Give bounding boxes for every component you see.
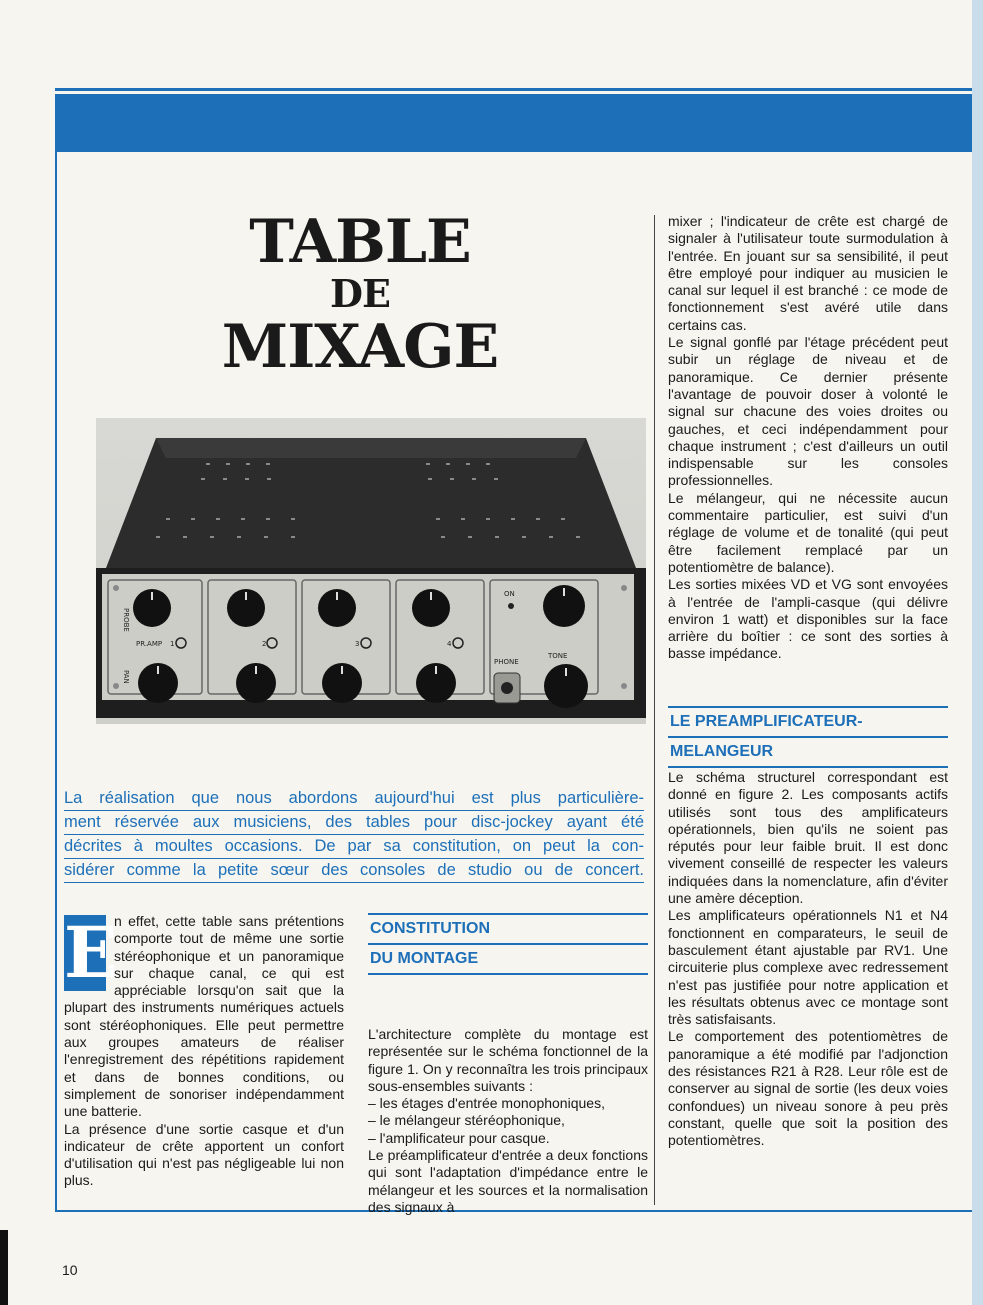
section-heading-constitution xyxy=(368,913,648,975)
mixer-photo xyxy=(96,418,646,724)
mixer-illustration xyxy=(96,418,646,724)
title-line-2: DE xyxy=(330,271,390,316)
drop-cap: E xyxy=(64,911,118,994)
intro-line: ment réservée aux musiciens, des tables pour disc-jockey ayant été xyxy=(64,811,644,835)
label-ch3: 3 xyxy=(355,640,360,648)
body-paragraph: La présence d'une sortie casque et d'un indicateur de crête apportent un confort d'utilisation qui n'est pas négligeable lui non plus. xyxy=(64,1120,344,1189)
left-margin-rule xyxy=(55,152,57,1212)
title-line-3: MIXAGE xyxy=(221,312,499,382)
label-tone: TONE xyxy=(548,652,568,660)
column-divider xyxy=(654,215,655,1205)
body-paragraph: Le mélangeur, qui ne nécessite aucun commentaire particulier, est suivi d'un réglage de volume et de tonalité (qui peut être facilement remplacé par un potentiomètre de balance). xyxy=(668,489,948,575)
column-3-bottom xyxy=(668,769,948,1150)
body-paragraph: n effet, cette table sans prétentions comporte tout de même une sortie stéréophonique et un panoramique sur chaque canal, ce qui est appréciable lorsqu'on sait que la plupart des instruments numériques actuels sont stéréophoniques. Elle peut permettre aux groupes amateurs de réaliser l'enregistrement des répétitions rapidement et dans de bonnes conditions, ou simplement de sonoriser indépendamment une batterie. xyxy=(64,913,344,1120)
label-probe: PROBE xyxy=(122,608,130,632)
intro-line: sidérer comme la petite sœur des consoles de studio ou de concert. xyxy=(64,859,644,883)
body-paragraph: L'architecture complète du montage est représentée sur le schéma fonctionnel de la figure 1. On y reconnaîtra les trois principaux sous-ensembles suivants : xyxy=(368,1026,648,1094)
body-paragraph: Le signal gonflé par l'étage précédent peut subir un réglage de niveau et de panoramique. Ce dernier présente l'avantage de pouvoir doser à volonté le signal sur chacune des voies droites ou gauches, et ceci indépendamment pour chaque instrument ; c'est d'ailleurs un outil indispensable sur les consoles professionnelles. xyxy=(668,334,948,489)
section-heading-preamplificateur xyxy=(668,706,948,768)
article-title xyxy=(200,207,520,382)
label-pan: PAN xyxy=(122,670,130,684)
label-on: ON xyxy=(504,590,515,598)
label-ch4: 4 xyxy=(447,640,452,648)
binding-edge xyxy=(0,1230,8,1305)
list-item: – le mélangeur stéréophonique, xyxy=(368,1112,565,1129)
title-line-1: TABLE xyxy=(249,207,471,277)
intro-line: La réalisation que nous abordons aujourd'hui est plus particulière- xyxy=(64,787,644,811)
header-rule xyxy=(55,88,972,91)
heading-line: DU MONTAGE xyxy=(368,945,648,975)
body-paragraph: Les sorties mixées VD et VG sont envoyées à l'entrée de l'ampli-casque (qui délivre environ 1 watt) et disponibles sur la face arrière du boîtier : ce sont des sorties à basse impédance. xyxy=(668,576,948,662)
heading-line: LE PREAMPLIFICATEUR- xyxy=(668,706,948,738)
column-2 xyxy=(368,1026,648,1216)
body-paragraph: Le schéma structurel correspondant est donné en figure 2. Les composants actifs utilisés sont tous des amplificateurs opérationnels, bien qu'ils ne soient pas réputés pour leur faible bruit. Il est donc vivement conseillé de respecter les valeurs indiquées dans la nomenclature, afin d'éviter une amère déception. xyxy=(668,769,948,907)
list-item: – les étages d'entrée monophoniques, xyxy=(368,1095,605,1112)
heading-line: MELANGEUR xyxy=(668,738,948,768)
intro-paragraph xyxy=(64,787,644,883)
body-paragraph: mixer ; l'indicateur de crête est chargé de signaler à l'utilisateur toute surmodulation à l'entrée. En jouant sur sa sensibilité, il peut être employé pour indiquer au musicien le canal sur lequel il est branché : ce mode de fonctionnement s'est avéré utile dans certains cas. xyxy=(668,213,948,333)
column-3-top xyxy=(668,213,948,663)
label-ch1: 1 xyxy=(170,640,175,648)
body-paragraph: Le comportement des potentiomètres de panoramique a été modifié par l'adjonction des résistances R21 à R28. Leur rôle est de conserver au signal de sortie (les deux voies confondues) un niveau sonore à peu près constant, quelle que soit la position des potentiomètres. xyxy=(668,1028,948,1149)
body-paragraph: Le préamplificateur d'entrée a deux fonctions qui sont l'adaptation d'impédance entre le mélangeur et les sources et la normalisation des signaux à xyxy=(368,1147,648,1215)
page-number: 10 xyxy=(62,1262,78,1278)
label-phone: PHONE xyxy=(494,658,519,666)
intro-line: décrites à moultes occasions. De par sa constitution, on peut la con- xyxy=(64,835,644,859)
body-paragraph: Les amplificateurs opérationnels N1 et N4 fonctionnent en comparateurs, le seuil de basculement étant ajustable par RV1. Une circuiterie plus complexe avec redressement n'est pas justifiée pour notre application et les résultats obtenus avec ce montage sont très satisfaisants. xyxy=(668,907,948,1028)
label-ch2: 2 xyxy=(262,640,267,648)
label-preamp: PR.AMP xyxy=(136,640,163,648)
header-band xyxy=(55,94,972,152)
heading-line: CONSTITUTION xyxy=(368,913,648,945)
list-item: – l'amplificateur pour casque. xyxy=(368,1129,550,1146)
column-1 xyxy=(64,913,344,1190)
